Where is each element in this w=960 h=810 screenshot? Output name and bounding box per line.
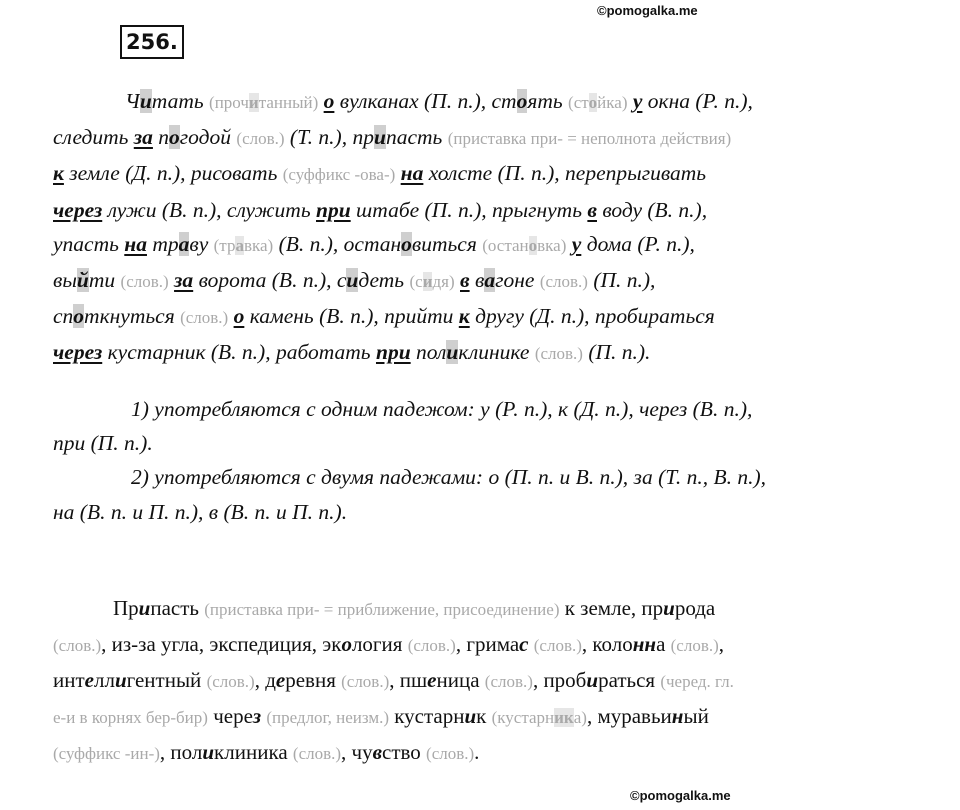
note: (слов.): [533, 636, 582, 655]
highlight-letter: и: [202, 740, 215, 764]
preposition: через: [53, 197, 103, 222]
text-run: кустарн: [389, 704, 465, 728]
text-line: [53, 227, 908, 263]
text-run: ткнуться: [84, 304, 181, 329]
note: танный): [258, 93, 319, 112]
note: (слов.): [407, 636, 456, 655]
text-run: пасть: [150, 596, 205, 620]
text-run: , проб: [532, 668, 587, 692]
note: вка): [243, 235, 274, 255]
text-run: сп: [53, 304, 74, 329]
highlight-letter: в: [372, 740, 382, 764]
text-line: на (В. п. и П. п.), в (В. п. и П. п.).: [53, 499, 348, 524]
note: е-и в корнях бер-бир): [53, 708, 208, 727]
text-run: воду (В. п.),: [596, 197, 708, 222]
highlight-letter: а: [178, 231, 190, 256]
text-run: , коло: [581, 632, 633, 656]
highlight-letter: о: [528, 235, 538, 255]
note: дя): [432, 272, 455, 292]
text-run: рода: [674, 596, 716, 620]
text-line: [53, 299, 908, 335]
paragraph-words: [53, 84, 908, 372]
highlight-letter: и: [114, 668, 127, 692]
text-run: , чу: [341, 740, 373, 764]
note: (слов.): [53, 636, 102, 655]
text-line: [53, 263, 908, 299]
note: а): [573, 708, 587, 727]
note: (слов.): [484, 672, 533, 691]
text-run: тр: [146, 231, 179, 256]
text-run: другу (Д. п.), пробираться: [469, 304, 715, 329]
highlight-letter: о: [73, 304, 85, 329]
text-run: ревня: [285, 668, 342, 692]
text-run: клинике: [458, 340, 535, 365]
preposition: у: [571, 231, 582, 256]
text-run: гентный: [126, 668, 207, 692]
text-line: [53, 735, 908, 771]
text-run: пасть: [385, 125, 448, 150]
text-run: штабе (П. п.), прыгнуть: [350, 197, 588, 222]
preposition: о: [233, 304, 245, 329]
text-run: ти: [88, 268, 121, 293]
note: вка): [537, 235, 567, 255]
note: йка): [597, 93, 628, 112]
preposition: через: [53, 340, 103, 365]
text-run: , пол: [159, 740, 203, 764]
text-run: ый: [683, 704, 709, 728]
text-line: [53, 84, 908, 120]
text-line: 1) употребляются с одним падежом: у (Р. п.), к (Д. п.), через (В. п.),: [131, 397, 753, 421]
text-run: инт: [53, 668, 85, 692]
note: (с: [409, 272, 423, 292]
highlight-letter: е: [427, 668, 437, 692]
note: (слов.): [292, 744, 342, 763]
text-run: , д: [254, 668, 276, 692]
text-run: (П. п.).: [582, 340, 651, 365]
highlight-letter: а: [235, 235, 244, 255]
text-run: раться: [598, 668, 661, 692]
text-run: Пр: [113, 596, 139, 620]
text-run: , из-за угла, экспедиция, эк: [101, 632, 342, 656]
note: (остан: [482, 235, 529, 255]
text-run: земле (Д. п.), рисовать: [63, 161, 283, 186]
preposition: на: [124, 231, 147, 256]
text-line: [53, 193, 908, 227]
text-run: камень (В. п.), прийти: [244, 304, 459, 329]
text-run: а: [656, 632, 671, 656]
text-run: ница: [436, 668, 485, 692]
text-line: [53, 591, 908, 627]
text-run: ство: [382, 740, 427, 764]
note: (слов.): [120, 272, 169, 292]
task-number: 256.: [120, 25, 184, 59]
text-line: при (П. п.).: [53, 431, 153, 456]
text-run: пол: [410, 340, 447, 365]
text-run: , муравьи: [586, 704, 672, 728]
highlight-letter: и: [422, 272, 433, 292]
text-run: упасть: [53, 231, 125, 256]
text-line: 2) употребляются с двумя падежами: о (П. п. и В. п.), за (Т. п., В. п.),: [131, 465, 766, 490]
watermark-top: ©pomogalka.me: [597, 3, 698, 18]
text-run: лужи (В. п.), служить: [102, 197, 316, 222]
text-run: деть: [358, 268, 410, 293]
text-line: [53, 627, 908, 663]
preposition: за: [133, 125, 153, 150]
highlight-letter: и: [446, 340, 459, 365]
preposition: на: [400, 161, 424, 186]
text-run: п: [152, 125, 170, 150]
highlight-letter: и: [464, 704, 477, 728]
preposition: о: [323, 89, 335, 113]
text-run: виться: [411, 231, 483, 256]
note: (черед. гл.: [660, 672, 734, 691]
highlight-letter: и: [373, 125, 386, 150]
preposition: в: [587, 197, 597, 222]
note: (суффикс -ин-): [53, 744, 160, 763]
highlight-letter: а: [484, 268, 496, 293]
preposition: к: [53, 161, 64, 186]
text-run: ,: [718, 632, 725, 656]
highlight-letter: и: [586, 668, 599, 692]
note: (ст: [568, 93, 589, 112]
text-run: кустарник (В. п.), работать: [102, 340, 376, 365]
note: (слов.): [236, 129, 285, 149]
text-run: следить: [53, 125, 134, 150]
note: (слов.): [206, 672, 255, 691]
note: (слов.): [539, 272, 588, 292]
text-run: ву: [189, 231, 214, 256]
highlight-letter: нн: [632, 632, 657, 656]
text-run: клиника: [214, 740, 293, 764]
note: (суффикс -ова-): [282, 165, 396, 185]
text-run: , грима: [455, 632, 520, 656]
text-line: [53, 156, 908, 192]
highlight-letter: и: [138, 596, 151, 620]
note: (слов.): [670, 636, 719, 655]
text-run: холсте (П. п.), перепрыгивать: [423, 161, 707, 186]
preposition: у: [632, 89, 643, 113]
text-run: годой: [179, 125, 237, 150]
highlight-letter: о: [341, 632, 352, 656]
text-line: [53, 699, 908, 735]
highlight-letter: о: [588, 93, 598, 112]
preposition: в: [460, 268, 470, 293]
highlight-letter: о: [169, 125, 180, 150]
preposition: к: [458, 304, 470, 329]
highlight-letter: е: [84, 668, 94, 692]
preposition: при: [316, 197, 351, 222]
watermark-bottom: ©pomogalka.me: [630, 788, 731, 803]
text-line: [53, 335, 908, 371]
text-run: .: [474, 740, 480, 764]
highlight-letter: й: [76, 268, 89, 293]
preposition: за: [174, 268, 194, 293]
highlight-letter: о: [516, 89, 528, 113]
text-run: ворота (В. п.), с: [193, 268, 347, 293]
text-line: [53, 120, 908, 156]
text-line: [53, 663, 908, 699]
paragraph-cases: [53, 392, 908, 529]
text-run: в: [469, 268, 485, 293]
note: (проч: [209, 93, 249, 112]
highlight-letter: и: [139, 89, 152, 113]
note: (тр: [213, 235, 236, 255]
note: (слов.): [534, 344, 583, 364]
note: (кустарн: [491, 708, 555, 727]
preposition: при: [375, 340, 411, 365]
text-run: (В. п.), остан: [273, 231, 402, 256]
highlight-letter: и: [663, 596, 675, 620]
text-run: чере: [207, 704, 253, 728]
text-run: гоне: [495, 268, 540, 293]
highlight-letter: н: [671, 704, 684, 728]
text-run: вы: [53, 268, 77, 293]
text-run: (Т. п.), пр: [284, 125, 374, 150]
paragraph-spelling: [53, 591, 908, 771]
highlight-letter: о: [401, 231, 412, 256]
highlight-letter: ик: [554, 708, 574, 727]
note: (слов.): [426, 744, 475, 763]
text-run: логия: [351, 632, 408, 656]
text-run: лл: [93, 668, 115, 692]
note: (приставка при- = неполнота действия): [447, 129, 732, 149]
text-run: к земле, пр: [559, 596, 664, 620]
text-run: , пш: [389, 668, 428, 692]
note: (предлог, неизм.): [266, 708, 389, 727]
note: (слов.): [180, 308, 229, 328]
highlight-letter: е: [275, 668, 286, 692]
highlight-letter: и: [248, 93, 259, 112]
text-run: дома (Р. п.),: [581, 231, 695, 256]
note: (слов.): [341, 672, 390, 691]
text-run: ять: [527, 89, 569, 113]
text-run: к: [476, 704, 492, 728]
highlight-letter: и: [346, 268, 359, 293]
text-run: окна (Р. п.),: [642, 89, 753, 113]
highlight-letter: с: [519, 632, 529, 656]
text-run: тать: [151, 89, 210, 113]
note: (приставка при- = приближение, присоединение): [204, 600, 560, 619]
text-run: Ч: [125, 89, 140, 113]
text-run: (П. п.),: [587, 268, 656, 293]
highlight-letter: з: [252, 704, 262, 728]
text-run: вулканах (П. п.), ст: [334, 89, 517, 113]
